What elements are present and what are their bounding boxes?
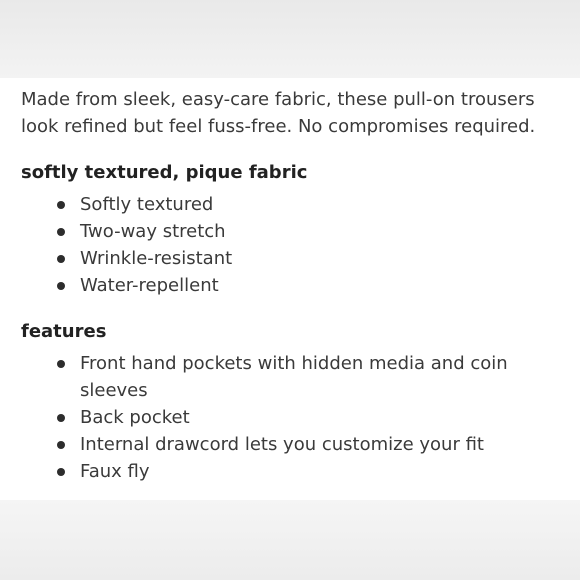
list-item-text: Two-way stretch [80, 221, 226, 242]
features-list [21, 350, 573, 485]
intro-paragraph: Made from sleek, easy-care fabric, these pull-on trousers look refined but feel fuss-free. No compromises required. [21, 89, 536, 137]
product-description [21, 86, 573, 485]
list-item [21, 191, 550, 218]
bullet-icon [57, 201, 65, 209]
bullet-icon [57, 282, 65, 290]
list-item-text: Softly textured [80, 194, 214, 215]
top-background-band [0, 0, 580, 78]
fabric-section-heading: softly textured, pique fabric [21, 162, 308, 183]
list-item-text: Back pocket [80, 407, 190, 428]
bullet-icon [57, 414, 65, 422]
list-item [21, 245, 550, 272]
bottom-background-band [0, 500, 580, 580]
list-item-text: Faux fly [80, 461, 150, 482]
list-item-text: Wrinkle-resistant [80, 248, 233, 269]
list-item [21, 272, 550, 299]
list-item-text: Internal drawcord lets you customize your fit [80, 434, 484, 455]
bullet-icon [57, 360, 65, 368]
bullet-icon [57, 228, 65, 236]
list-item [21, 404, 550, 431]
list-item [21, 218, 550, 245]
bullet-icon [57, 441, 65, 449]
features-section-heading: features [21, 321, 107, 342]
list-item [21, 350, 550, 404]
fabric-list [21, 191, 573, 299]
bullet-icon [57, 468, 65, 476]
list-item-text: Water-repellent [80, 275, 219, 296]
list-item [21, 458, 550, 485]
list-item-text: Front hand pockets with hidden media and coin sleeves [80, 353, 508, 401]
list-item [21, 431, 550, 458]
bullet-icon [57, 255, 65, 263]
